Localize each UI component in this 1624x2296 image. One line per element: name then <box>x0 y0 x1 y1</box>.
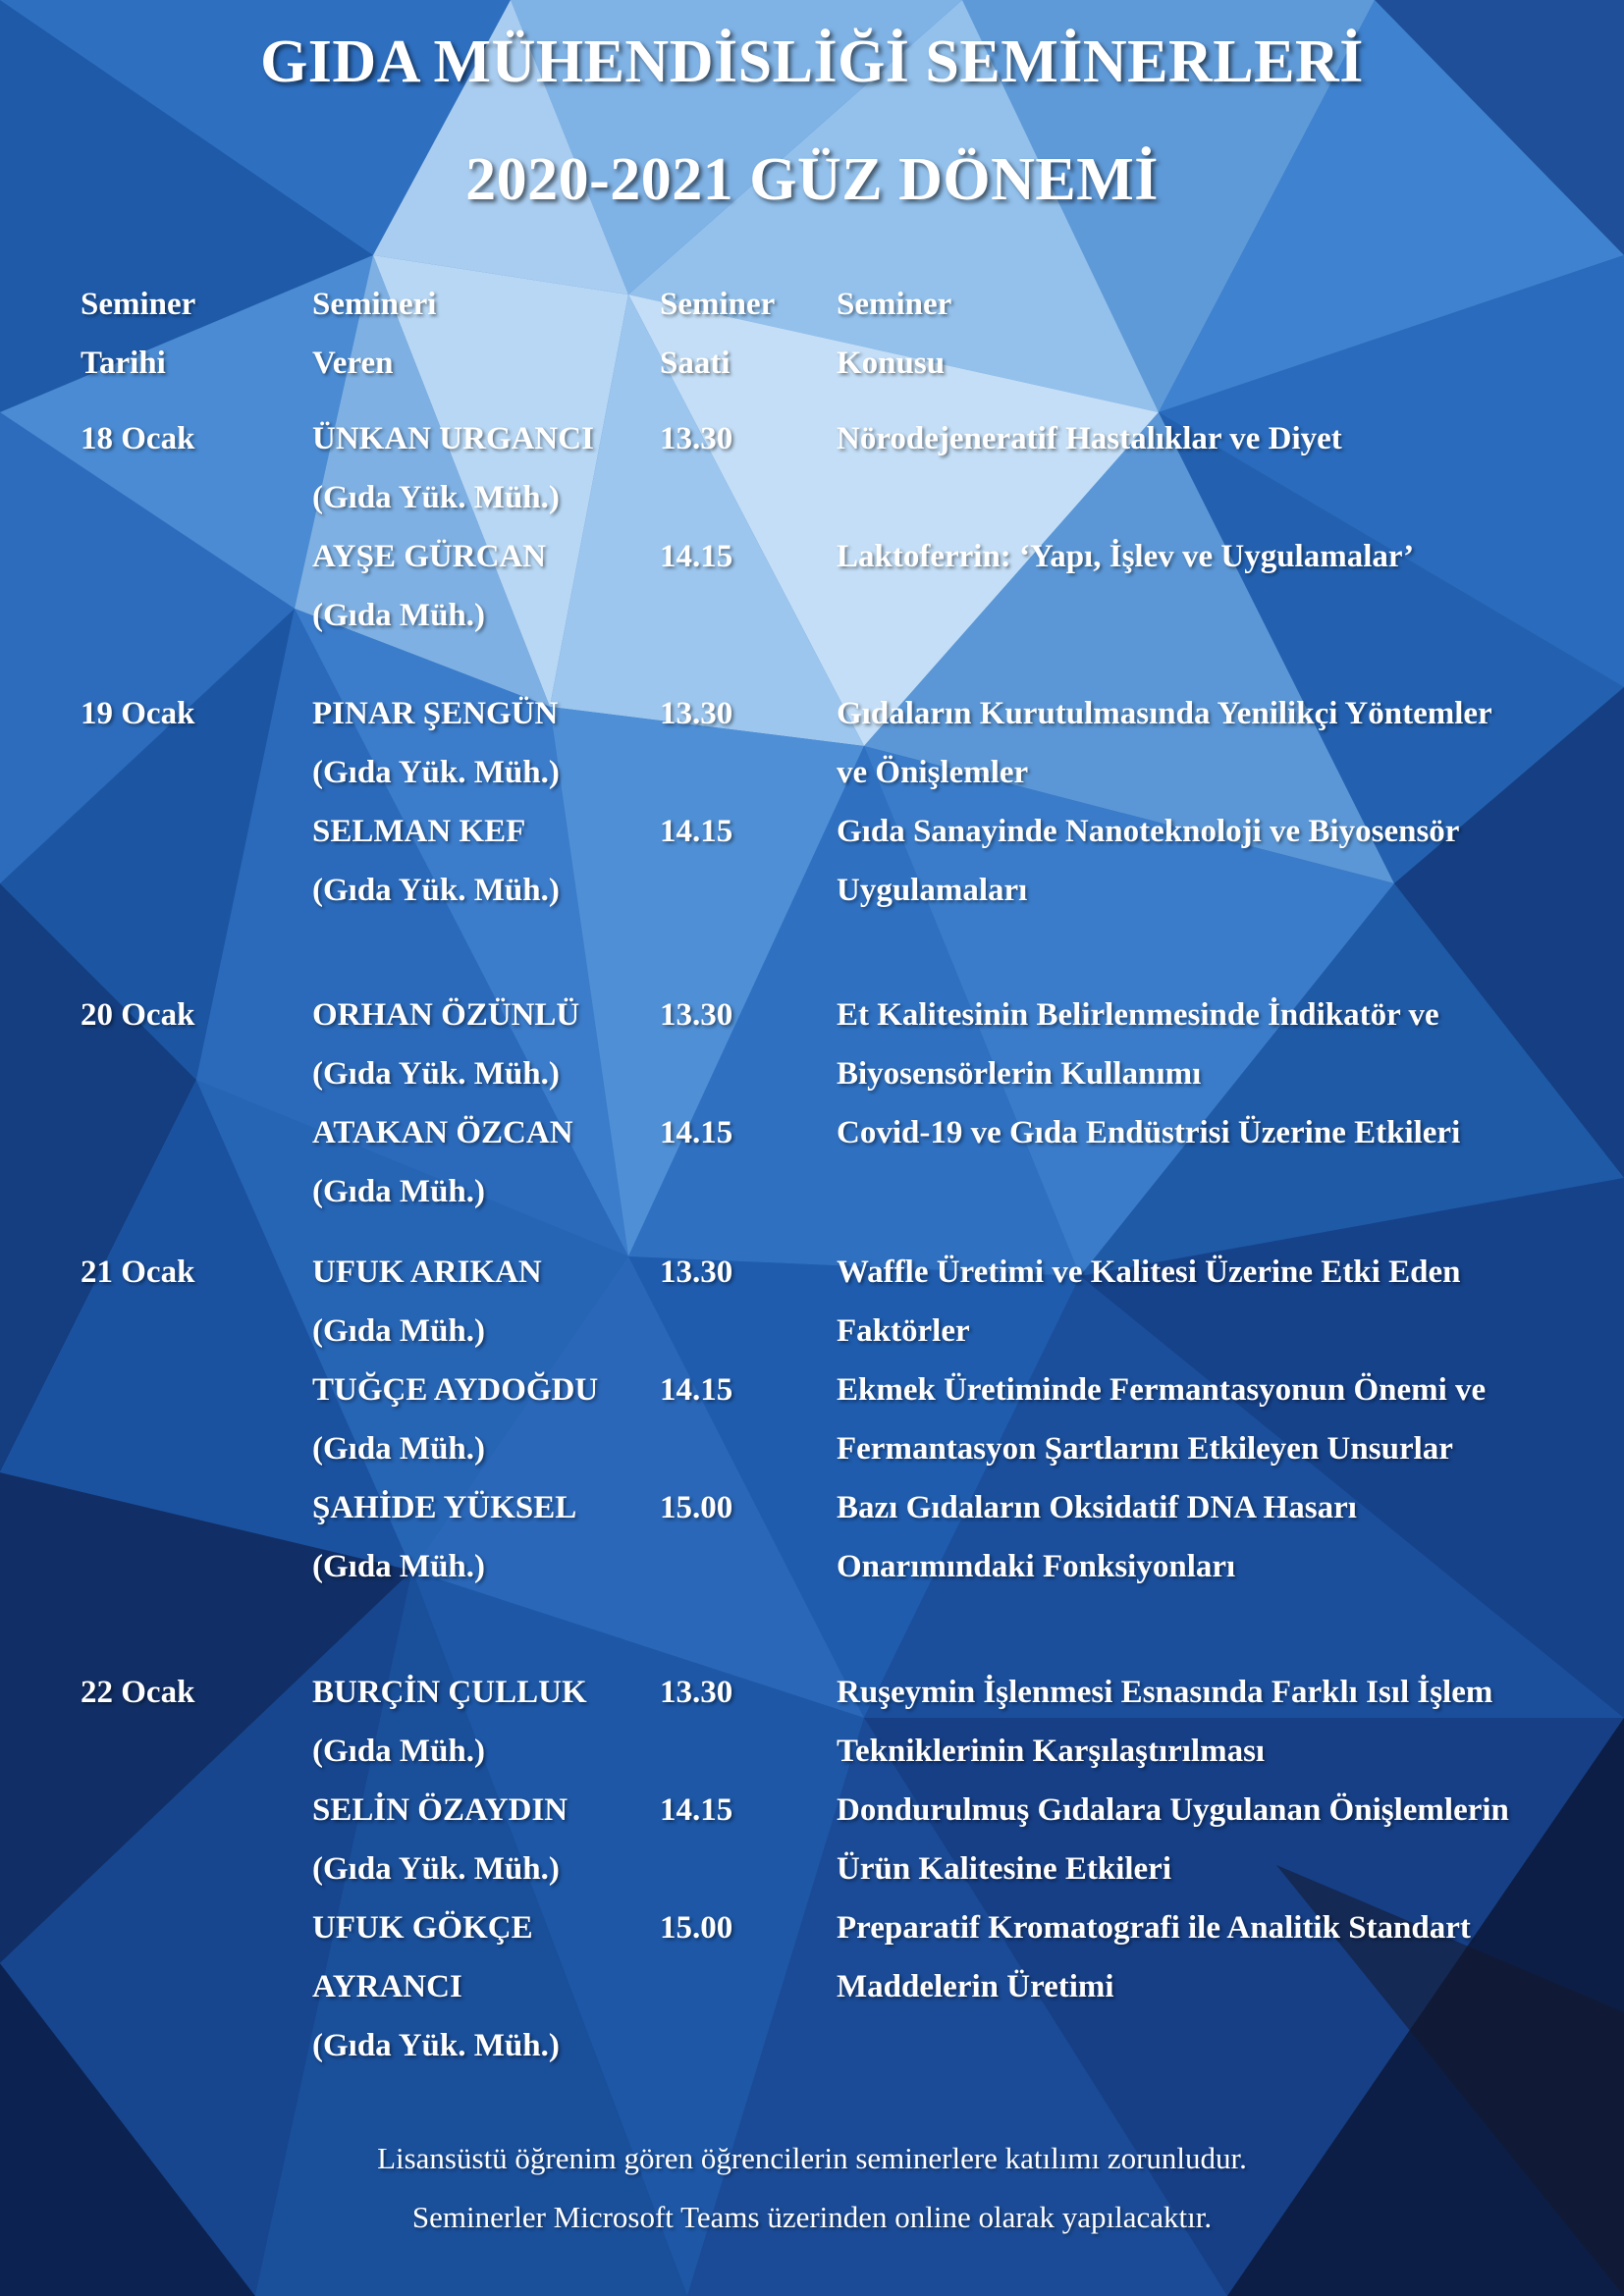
header-topic: Seminer <box>837 287 952 322</box>
speaker-name: (Gıda Yük. Müh.) <box>312 1851 560 1887</box>
seminar-time: 14.15 <box>660 539 733 574</box>
speaker-name: BURÇİN ÇULLUK <box>312 1675 587 1710</box>
seminar-time: 13.30 <box>660 997 733 1033</box>
speaker-name: (Gıda Müh.) <box>312 1734 486 1769</box>
seminar-time: 14.15 <box>660 814 733 849</box>
seminar-topic: Ekmek Üretiminde Fermantasyonun Önemi ve <box>837 1372 1487 1408</box>
seminar-topic: Tekniklerinin Karşılaştırılması <box>837 1734 1266 1769</box>
speaker-name: (Gıda Müh.) <box>312 1431 486 1467</box>
speaker-name: (Gıda Müh.) <box>312 598 486 633</box>
footer-note-online: Seminerler Microsoft Teams üzerinden online olarak yapılacaktır. <box>411 2200 1213 2234</box>
seminar-topic: Nörodejeneratif Hastalıklar ve Diyet <box>837 421 1342 456</box>
speaker-name: (Gıda Yük. Müh.) <box>312 755 560 790</box>
seminar-topic: Fermantasyon Şartlarını Etkileyen Unsurlar <box>837 1431 1453 1467</box>
speaker-name: (Gıda Müh.) <box>312 1549 486 1584</box>
seminar-topic: Waffle Üretimi ve Kalitesi Üzerine Etki Eden <box>837 1255 1461 1290</box>
speaker-name: (Gıda Yük. Müh.) <box>312 2028 560 2063</box>
seminar-date: 18 Ocak <box>81 421 195 456</box>
seminar-topic: Dondurulmuş Gıdalara Uygulanan Önişlemlerin <box>837 1792 1509 1828</box>
header-topic: Konusu <box>837 346 946 381</box>
speaker-name: UFUK ARIKAN <box>312 1255 542 1290</box>
speaker-name: PINAR ŞENGÜN <box>312 696 559 731</box>
seminar-topic: Gıdaların Kurutulmasında Yenilikçi Yöntemler <box>837 696 1492 731</box>
speaker-name: UFUK GÖKÇE <box>312 1910 533 1946</box>
seminar-time: 15.00 <box>660 1910 733 1946</box>
seminar-time: 14.15 <box>660 1372 733 1408</box>
speaker-name: ÜNKAN URGANCI <box>312 421 594 456</box>
header-time: Seminer <box>660 287 776 322</box>
header-date: Seminer <box>81 287 196 322</box>
speaker-name: TUĞÇE AYDOĞDU <box>312 1372 599 1408</box>
speaker-name: ATAKAN ÖZCAN <box>312 1115 573 1150</box>
footer-note-attendance: Lisansüstü öğrenim gören öğrencilerin seminerlere katılımı zorunludur. <box>377 2141 1247 2175</box>
seminar-topic: Uygulamaları <box>837 873 1028 908</box>
speaker-name: ORHAN ÖZÜNLÜ <box>312 997 580 1033</box>
seminar-date: 21 Ocak <box>81 1255 195 1290</box>
seminar-topic: Preparatif Kromatografi ile Analitik Standart <box>837 1910 1471 1946</box>
seminar-topic: Ruşeymin İşlenmesi Esnasında Farklı Isıl İşlem <box>837 1675 1493 1710</box>
seminar-date: 19 Ocak <box>81 696 195 731</box>
speaker-name: (Gıda Yük. Müh.) <box>312 873 560 908</box>
speaker-name: (Gıda Müh.) <box>312 1174 486 1209</box>
seminar-date: 22 Ocak <box>81 1675 195 1710</box>
seminar-topic: Covid-19 ve Gıda Endüstrisi Üzerine Etkileri <box>837 1115 1461 1150</box>
speaker-name: (Gıda Müh.) <box>312 1313 486 1349</box>
seminar-time: 13.30 <box>660 1255 733 1290</box>
seminar-topic: Maddelerin Üretimi <box>837 1969 1114 2004</box>
speaker-name: (Gıda Yük. Müh.) <box>312 480 560 515</box>
header-speaker: Semineri <box>312 287 437 322</box>
seminar-time: 15.00 <box>660 1490 733 1525</box>
seminar-time: 13.30 <box>660 421 733 456</box>
seminar-topic: Et Kalitesinin Belirlenmesinde İndikatör ve <box>837 997 1439 1033</box>
seminar-topic: Gıda Sanayinde Nanoteknoloji ve Biyosensör <box>837 814 1460 849</box>
seminar-topic: Onarımındaki Fonksiyonları <box>837 1549 1236 1584</box>
poster-subtitle: 2020-2021 GÜZ DÖNEMİ <box>465 146 1159 213</box>
speaker-name: SELİN ÖZAYDIN <box>312 1792 568 1828</box>
seminar-topic: Laktoferrin: ‘Yapı, İşlev ve Uygulamalar’ <box>837 539 1415 574</box>
seminar-time: 14.15 <box>660 1115 733 1150</box>
poster-title: GIDA MÜHENDİSLİĞİ SEMİNERLERİ <box>260 28 1364 95</box>
seminar-topic: Ürün Kalitesine Etkileri <box>837 1851 1171 1887</box>
seminar-topic: ve Önişlemler <box>837 755 1029 790</box>
seminar-time: 13.30 <box>660 696 733 731</box>
speaker-name: AYŞE GÜRCAN <box>312 539 547 574</box>
header-date: Tarihi <box>81 346 166 381</box>
seminar-topic: Bazı Gıdaların Oksidatif DNA Hasarı <box>837 1490 1357 1525</box>
speaker-name: SELMAN KEF <box>312 814 526 849</box>
speaker-name: ŞAHİDE YÜKSEL <box>312 1490 577 1525</box>
seminar-topic: Faktörler <box>837 1313 970 1349</box>
seminar-time: 13.30 <box>660 1675 733 1710</box>
seminar-topic: Biyosensörlerin Kullanımı <box>837 1056 1202 1092</box>
speaker-name: AYRANCI <box>312 1969 462 2004</box>
speaker-name: (Gıda Yük. Müh.) <box>312 1056 560 1092</box>
header-speaker: Veren <box>312 346 394 381</box>
seminar-time: 14.15 <box>660 1792 733 1828</box>
header-time: Saati <box>660 346 731 381</box>
seminar-date: 20 Ocak <box>81 997 195 1033</box>
